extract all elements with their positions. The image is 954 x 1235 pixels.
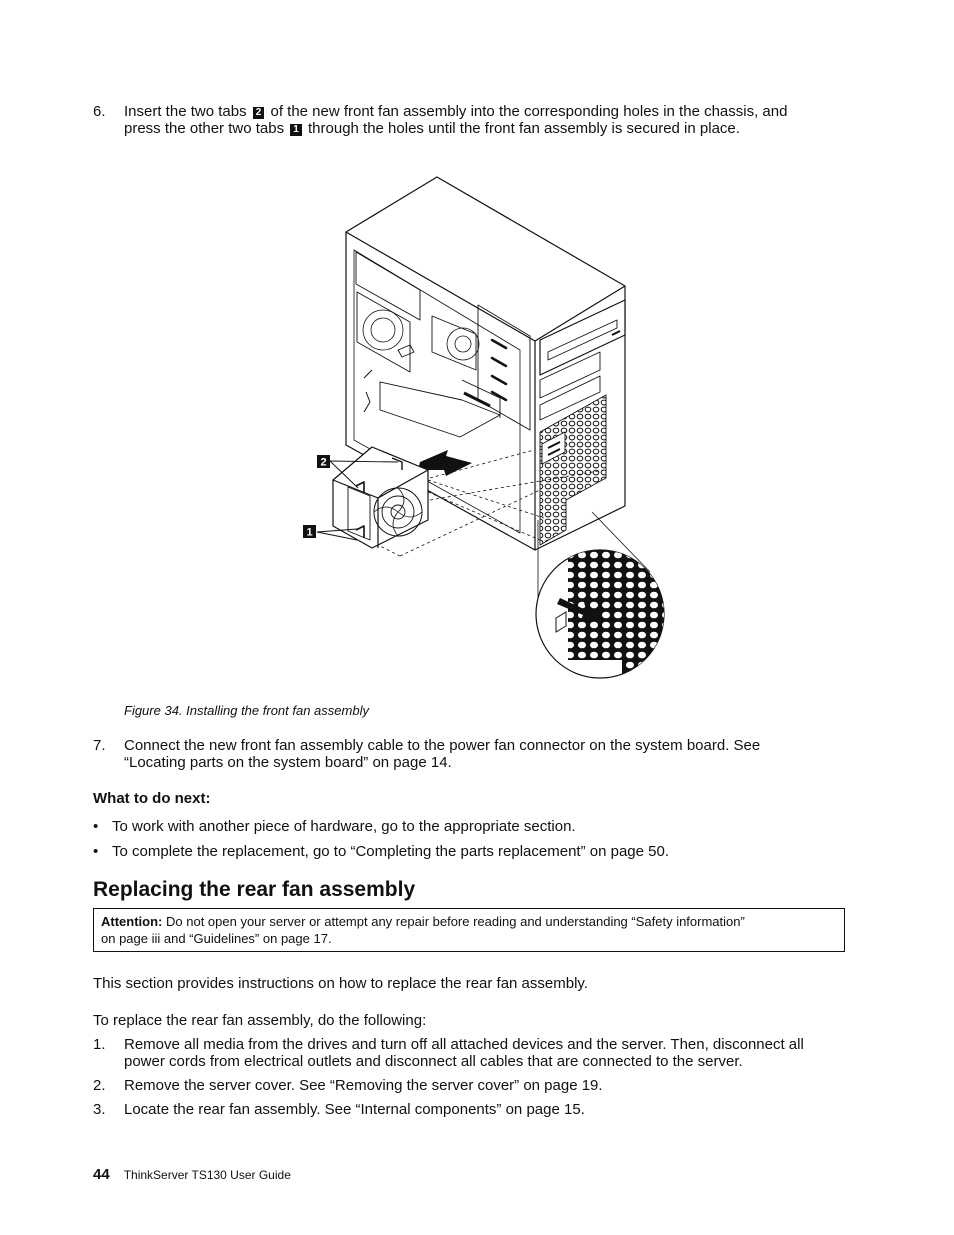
step-3 [93,1101,853,1121]
step-number: 1. [93,1036,106,1053]
figure-caption: Figure 34. Installing the front fan assembly [124,703,369,718]
step-6-line-2: press the other two tabs 1 through the holes until the front fan assembly is secured in place. [124,120,740,137]
bullet-marker: • [93,843,99,860]
figure-callout-2: 2 [320,456,327,469]
zoom-detail [536,548,680,680]
bullet-text: To complete the replacement, go to “Completing the parts replacement” on page 50. [112,843,669,860]
front-fan-installation-illustration [290,170,680,685]
bullet-item [93,818,853,838]
section-title: Replacing the rear fan assembly [93,878,416,901]
page-number: 44 [93,1166,110,1183]
section-intro: This section provides instructions on how to replace the rear fan assembly. [93,975,588,992]
page-footer [93,1166,291,1183]
step-7-line-2: “Locating parts on the system board” on page 14. [124,754,452,771]
step-2-line-1: Remove the server cover. See “Removing the server cover” on page 19. [124,1077,603,1094]
what-to-do-next-heading: What to do next: [93,790,211,807]
book-title: ThinkServer TS130 User Guide [123,1168,291,1182]
bullet-marker: • [93,818,99,835]
callout-tab-1: 1 [290,124,302,136]
step-1 [93,1036,853,1076]
step-3-line-1: Locate the rear fan assembly. See “Internal components” on page 15. [124,1101,585,1118]
attention-line-2: on page iii and “Guidelines” on page 17. [101,931,332,946]
step-1-line-2: power cords from electrical outlets and disconnect all cables that are connected to the server. [124,1053,743,1070]
procedure-lead: To replace the rear fan assembly, do the following: [93,1012,427,1029]
bullet-item [93,843,853,863]
step-number: 3. [93,1101,106,1118]
attention-line-1: Attention: Do not open your server or attempt any repair before reading and understanding “Safety information” [101,914,745,929]
step-2 [93,1077,853,1097]
step-6-line-1: Insert the two tabs 2 of the new front fan assembly into the corresponding holes in the chassis, and [124,103,788,120]
step-7-line-1: Connect the new front fan assembly cable to the power fan connector on the system board. See [124,737,761,754]
step-number: 2. [93,1077,106,1094]
attention-label: Attention: [101,914,163,929]
step-number: 7. [93,737,106,754]
step-1-line-1: Remove all media from the drives and turn off all attached devices and the server. Then, disconnect all [124,1036,804,1053]
callout-tab-2: 2 [253,107,265,119]
bullet-text: To work with another piece of hardware, go to the appropriate section. [112,818,576,835]
figure-callout-1: 1 [306,526,313,539]
step-7 [93,737,853,777]
step-number: 6. [93,103,106,120]
attention-box [93,908,845,952]
step-6 [93,103,853,143]
